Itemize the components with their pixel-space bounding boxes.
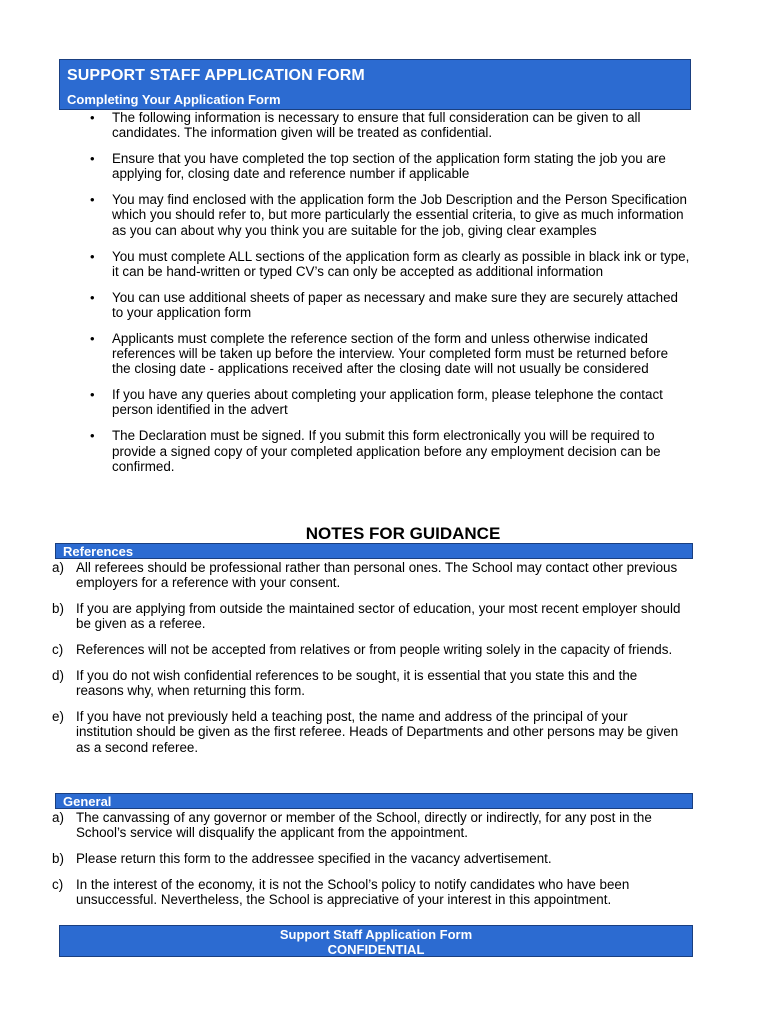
list-item [52, 877, 682, 908]
item-text: The canvassing of any governor or member of the School, directly or indirectly, for any post in the School’s service will disqualify the applicant from the appointment. [76, 810, 652, 841]
instruction-item: • The following information is necessary to ensure that full consideration can be given to all candidates. The information given will be treated as confidential. [90, 110, 690, 141]
item-marker: d) [52, 667, 64, 683]
instruction-item: • You can use additional sheets of paper as necessary and make sure they are securely attached to your application form [90, 290, 690, 321]
list-item [52, 668, 682, 699]
references-bar [55, 543, 693, 559]
footer-title: Support Staff Application Form [279, 927, 473, 942]
item-marker: e) [52, 709, 64, 725]
instruction-item: • You must complete ALL sections of the application form as clearly as possible in black ink or type, it can be hand-written or typed CV’s can only be accepted as additional information [90, 249, 690, 280]
instructions-list [90, 110, 690, 485]
item-text: Please return this form to the addressee specified in the vacancy advertisement. [76, 851, 552, 867]
list-item [52, 851, 682, 866]
item-text: All referees should be professional rather than personal ones. The School may contact other previous employers for a reference with your consent. [76, 560, 678, 591]
general-bar [55, 793, 693, 809]
instruction-item: • If you have any queries about completing your application form, please telephone the contact person identified in the advert [90, 387, 690, 418]
list-item [52, 560, 682, 591]
item-text: In the interest of the economy, it is not the School’s policy to notify candidates who have been unsuccessful. Nevertheless, the School is appreciative of your interest in this appointment. [76, 876, 630, 908]
instruction-item: • The Declaration must be signed. If you submit this form electronically you will be required to provide a signed copy of your completed application before any employment decision can be confirmed. [90, 428, 690, 474]
form-header [59, 59, 691, 110]
item-marker: a) [52, 810, 64, 825]
references-heading: References [63, 544, 134, 559]
list-item [52, 709, 682, 755]
item-text: If you do not wish confidential references to be sought, it is essential that you state this and the reasons why, when returning this form. [76, 667, 638, 699]
item-text: If you are applying from outside the maintained sector of education, your most recent employer should be given as a referee. [76, 601, 681, 632]
list-item [52, 601, 682, 632]
instruction-item: • You may find enclosed with the application form the Job Description and the Person Specification which you should refer to, but more particularly the essential criteria, to give as much information as you can about why you think you are suitable for the job, giving clear examples [90, 192, 690, 238]
notes-heading: NOTES FOR GUIDANCE [305, 524, 501, 543]
item-marker: c) [52, 876, 64, 892]
list-item [52, 810, 682, 841]
item-text: If you have not previously held a teaching post, the name and address of the principal of your institution should be given as the first referee. Heads of Departments and other persons may be given as a second referee. [76, 709, 679, 755]
item-marker: c) [52, 642, 64, 658]
list-item [52, 642, 682, 657]
references-list [52, 560, 682, 765]
instruction-item: • Ensure that you have completed the top section of the application form stating the job you are applying for, closing date and reference number if applicable [90, 151, 690, 182]
form-title: SUPPORT STAFF APPLICATION FORM [67, 67, 365, 84]
item-marker: a) [52, 560, 64, 575]
general-heading: General [63, 794, 112, 809]
footer-confidential: CONFIDENTIAL [327, 942, 425, 957]
general-list [52, 810, 682, 918]
instruction-item: • Applicants must complete the reference section of the form and unless otherwise indicated references will be taken up before the interview. Your completed form must be returned before the closing date - applications received after the closing date will not usually be considered [90, 331, 690, 377]
item-marker: b) [52, 851, 64, 867]
footer-banner [59, 925, 693, 957]
item-text: References will not be accepted from relatives or from people writing solely in the capacity of friends. [76, 642, 673, 658]
form-subtitle: Completing Your Application Form [67, 92, 281, 107]
item-marker: b) [52, 601, 64, 617]
